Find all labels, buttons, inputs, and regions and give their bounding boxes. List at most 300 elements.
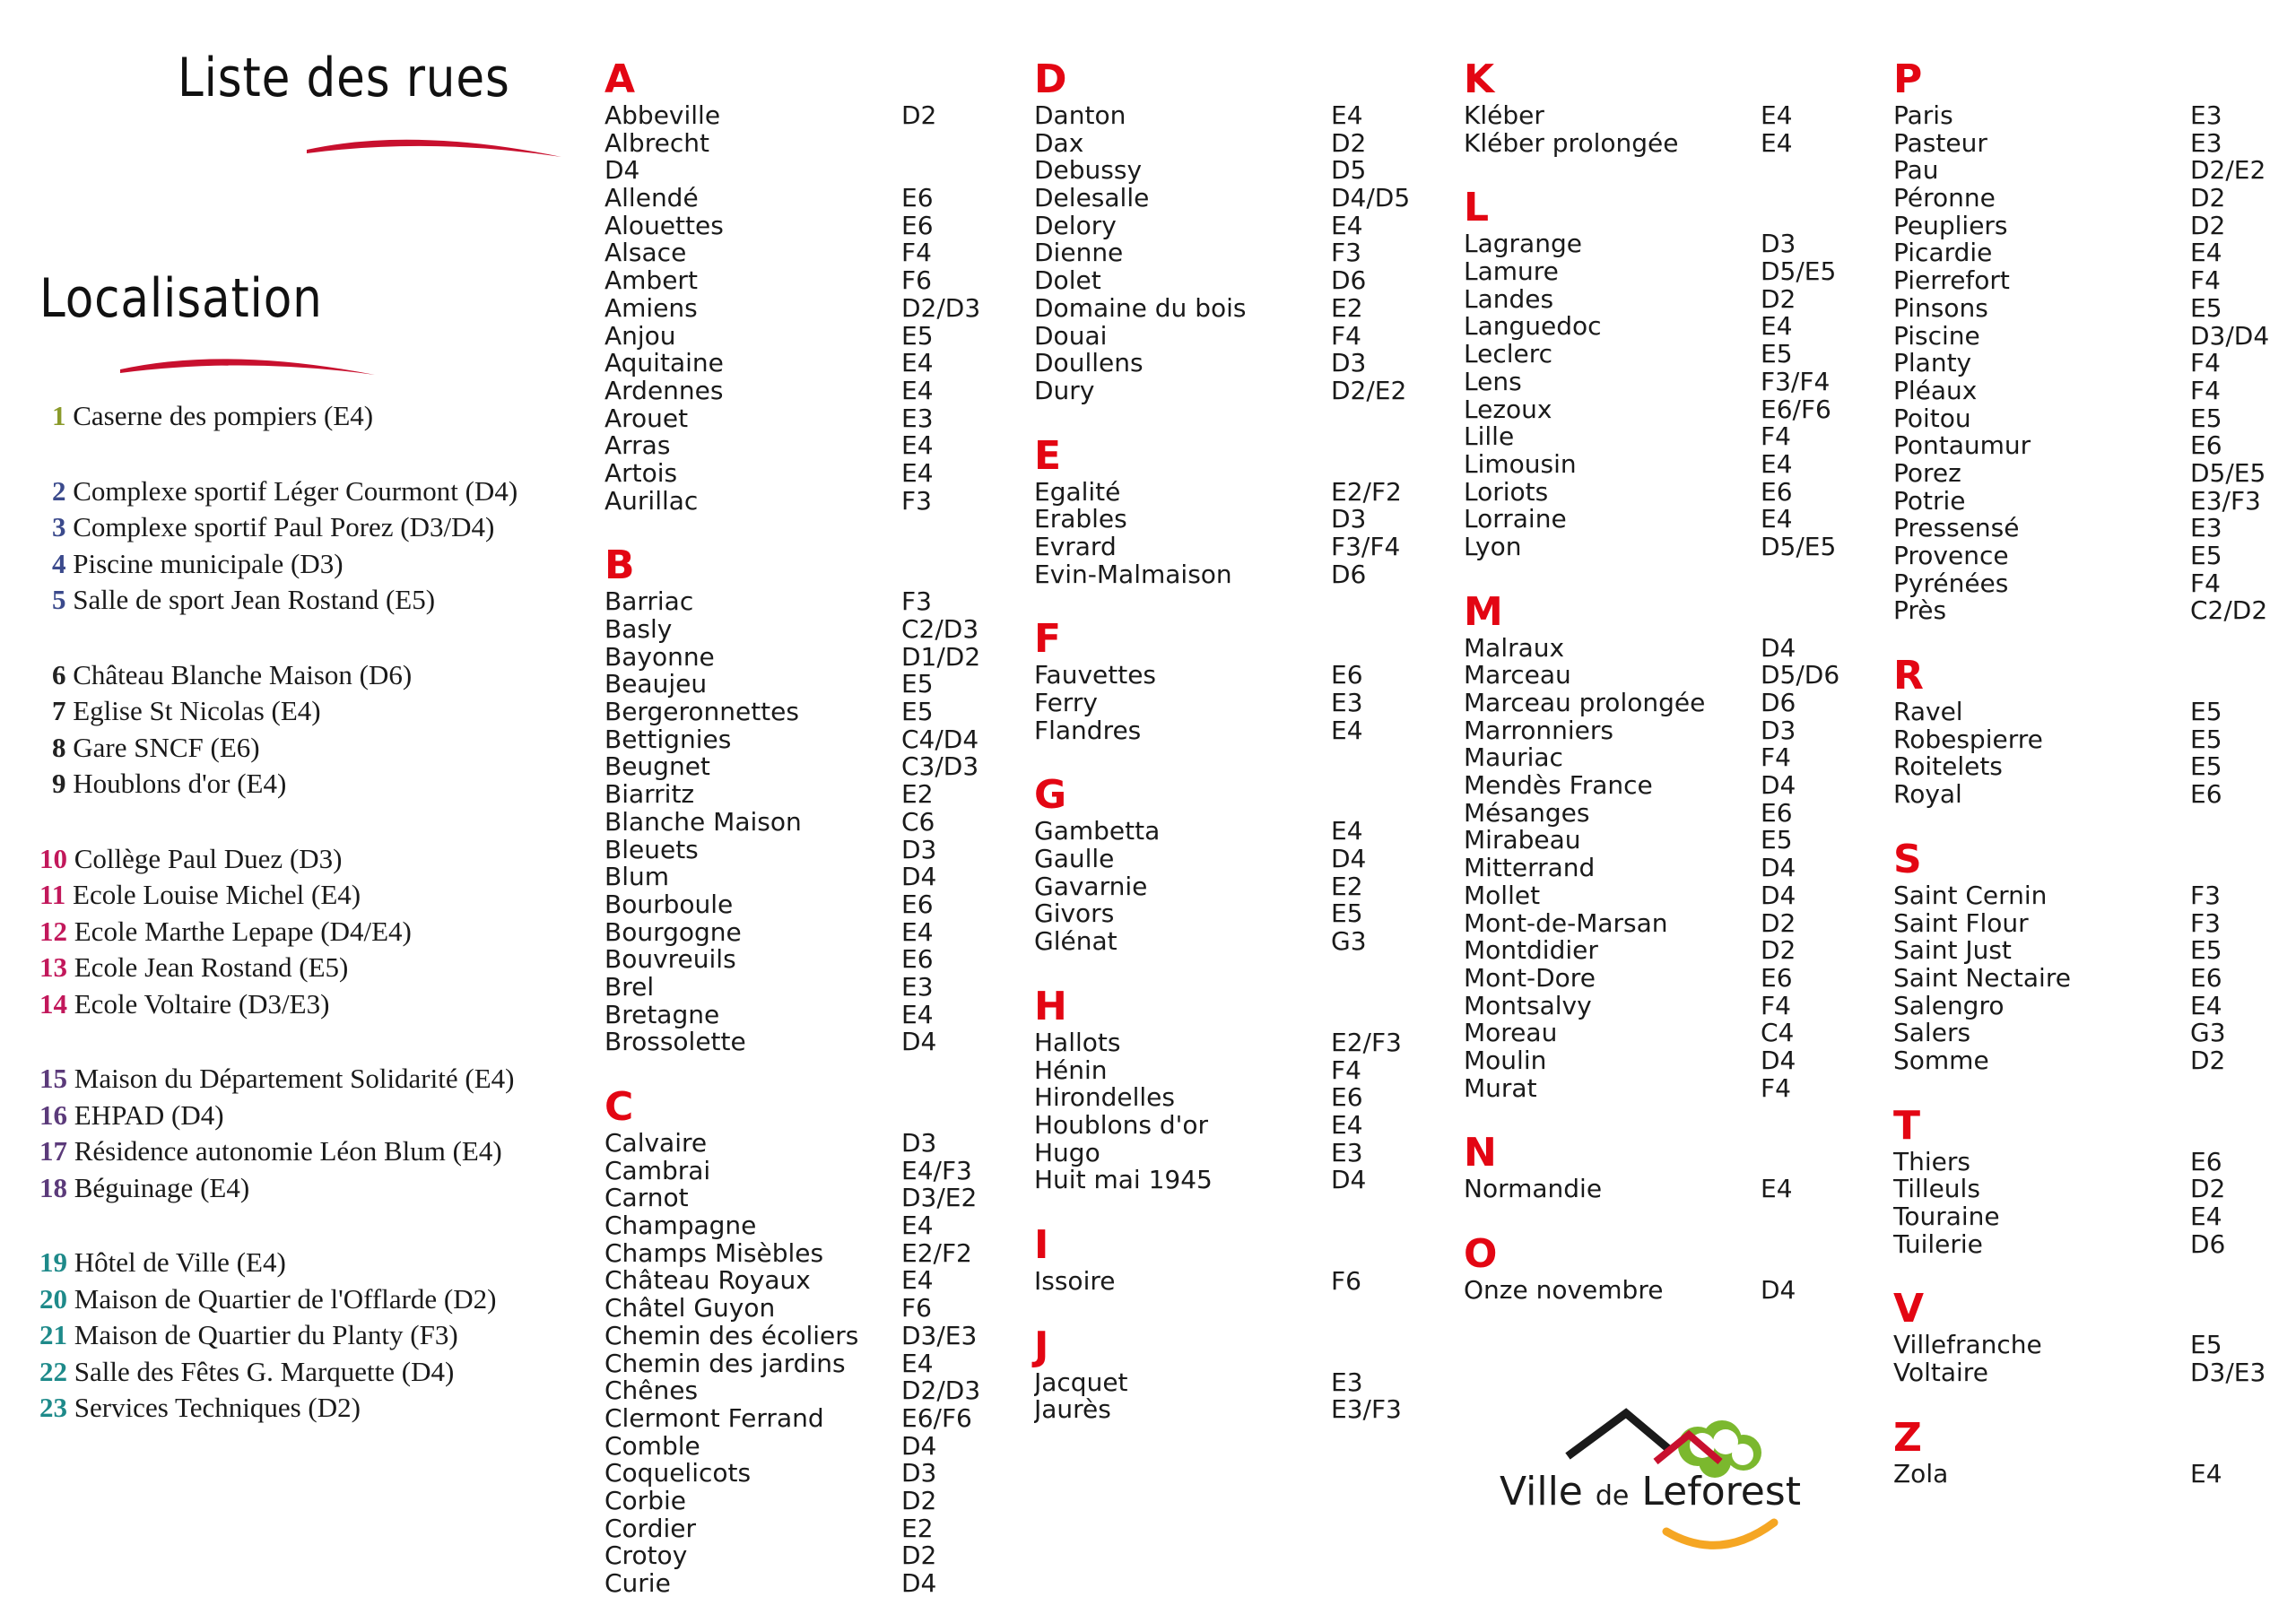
street-name: Dienne <box>1034 239 1124 268</box>
letter-section <box>1464 57 1885 157</box>
grid-reference: D3/E2 <box>901 1183 978 1213</box>
street-name: Mitterrand <box>1464 855 1596 882</box>
street-name: Bleuets <box>604 836 699 864</box>
street-row <box>604 432 1026 460</box>
street-row <box>1034 531 1456 561</box>
landmark-number: 3 <box>52 511 66 542</box>
street-name: Issoire <box>1034 1267 1116 1296</box>
grid-reference: E4 <box>901 1348 934 1378</box>
street-name: Bourgogne <box>604 918 742 947</box>
street-row <box>1464 1176 1885 1203</box>
street-name: Arouet <box>604 404 689 433</box>
street-name: Givors <box>1034 900 1115 929</box>
grid-reference: D3 <box>901 834 937 864</box>
street-name: Saint Nectaire <box>1893 964 2071 993</box>
grid-reference: E4 <box>1761 448 1793 479</box>
street-name: Corbie <box>604 1487 686 1515</box>
section-letter: E <box>1034 432 1062 479</box>
section-letter: H <box>1034 983 1067 1029</box>
street-row <box>1893 239 2296 267</box>
street-name: Pasteur <box>1893 129 1987 158</box>
landmark-item <box>52 582 435 618</box>
street-name: Debussy <box>1034 157 1143 186</box>
street-name: Chemin des jardins <box>604 1350 846 1378</box>
street-row <box>604 946 1026 974</box>
landmark-item <box>39 1061 514 1097</box>
grid-reference: E4 <box>901 348 934 378</box>
landmark-label: Complexe sportif Léger Courmont (D4) <box>73 474 518 507</box>
grid-reference: D2 <box>1761 283 1796 314</box>
street-name: Touraine <box>1893 1203 2000 1231</box>
street-name: Porez <box>1893 459 1961 488</box>
grid-reference: E6/F6 <box>901 1402 972 1433</box>
streets-title: Liste des rues <box>178 47 510 109</box>
street-name: Lorraine <box>1464 506 1567 534</box>
street-name: Moulin <box>1464 1046 1547 1075</box>
street-row <box>1893 102 2296 130</box>
grid-reference: D3 <box>901 1128 937 1158</box>
street-name: Bayonne <box>604 643 715 672</box>
grid-reference: E5 <box>2190 541 2222 570</box>
street-name: Chênes <box>604 1377 699 1405</box>
street-row <box>1034 185 1456 213</box>
grid-reference: E3/F3 <box>1331 1394 1402 1425</box>
landmark-item <box>39 950 348 985</box>
swoosh-decoration <box>118 350 378 386</box>
section-letter: C <box>604 1084 634 1130</box>
street-name: Près <box>1893 597 1947 626</box>
letter-section <box>1893 1104 2296 1259</box>
street-name: Dolet <box>1034 267 1101 295</box>
street-name: Cordier <box>604 1515 696 1543</box>
street-row <box>1034 506 1456 534</box>
letter-section <box>1893 57 2296 625</box>
street-row <box>1464 531 1885 561</box>
street-row <box>604 1460 1026 1488</box>
street-name: Anjou <box>604 322 676 351</box>
section-letter: D <box>1034 56 1067 102</box>
street-row <box>604 616 1026 644</box>
grid-reference: E4 <box>1331 715 1363 745</box>
street-name: Marronniers <box>1464 716 1613 745</box>
street-name: Pressensé <box>1893 515 2020 542</box>
grid-reference: E5 <box>1761 339 1793 369</box>
grid-reference: F3/F4 <box>1761 366 1831 396</box>
grid-reference: D4 <box>901 862 937 892</box>
grid-reference: D2 <box>1761 907 1796 938</box>
grid-reference: D2 <box>2190 210 2226 240</box>
street-name: Bettignies <box>604 725 732 754</box>
landmark-number: 5 <box>52 584 66 615</box>
street-name: Pau <box>1893 157 1939 186</box>
letter-section <box>604 1085 1026 1598</box>
street-name: Domaine du bois <box>1034 294 1247 323</box>
street-name: Potrie <box>1893 487 1966 516</box>
grid-reference: E2/F2 <box>901 1237 972 1268</box>
grid-reference: D6 <box>1761 688 1796 717</box>
landmark-item <box>39 841 342 877</box>
street-name: Dax <box>1034 129 1084 158</box>
grid-reference: D4 <box>1761 632 1796 663</box>
street-name: Lezoux <box>1464 395 1552 424</box>
street-name: Pinsons <box>1893 294 1988 323</box>
grid-reference: E3 <box>901 403 934 433</box>
landmark-label: Piscine municipale (D3) <box>73 547 344 579</box>
grid-reference: E3 <box>2190 513 2222 543</box>
grid-reference: E6 <box>1331 1082 1363 1113</box>
street-row <box>1034 267 1456 295</box>
grid-reference: D6 <box>1331 559 1367 589</box>
street-name: Dury <box>1034 377 1095 405</box>
section-letter: R <box>1893 653 1924 699</box>
letter-section <box>1464 1232 1885 1305</box>
section-letter: M <box>1464 588 1503 635</box>
grid-reference: C4/D4 <box>901 724 979 754</box>
street-row <box>1464 230 1885 258</box>
street-row <box>604 1402 1026 1433</box>
landmark-item <box>39 1170 249 1206</box>
landmark-label: Hôtel de Ville (E4) <box>74 1246 286 1278</box>
letter-section <box>1893 838 2296 1075</box>
letter-section <box>1464 1131 1885 1203</box>
street-row <box>1034 127 1456 158</box>
street-row <box>1893 962 2296 993</box>
landmark-label: Ecole Voltaire (D3/E3) <box>74 987 330 1020</box>
grid-reference: D2/E2 <box>2190 155 2266 186</box>
street-name: Jaurès <box>1034 1396 1111 1424</box>
street-row <box>604 1130 1026 1158</box>
grid-reference: F4 <box>1761 1072 1791 1103</box>
street-name: Hugo <box>1034 1139 1100 1167</box>
grid-reference: D5 <box>1331 155 1367 186</box>
street-name: Pléaux <box>1893 377 1978 405</box>
street-row <box>1034 846 1456 873</box>
street-row <box>1893 990 2296 1020</box>
landmark-item <box>39 1133 502 1169</box>
street-row <box>1464 632 1885 663</box>
grid-reference: D2 <box>2190 183 2226 213</box>
street-row <box>1034 561 1456 589</box>
street-name: Saint Just <box>1893 937 2012 965</box>
section-letter: I <box>1034 1221 1049 1268</box>
grid-reference: E4 <box>2190 990 2222 1020</box>
street-row <box>1034 320 1456 351</box>
street-row <box>1034 928 1456 956</box>
street-row <box>1464 744 1885 772</box>
street-name: Lille <box>1464 423 1515 451</box>
street-row <box>1464 423 1885 451</box>
street-name: Gambetta <box>1034 818 1161 846</box>
street-name: Marceau <box>1464 662 1571 690</box>
landmark-label: Complexe sportif Paul Porez (D3/D4) <box>73 511 495 542</box>
street-name: Loriots <box>1464 478 1549 507</box>
landmark-label: Salle de sport Jean Rostand (E5) <box>73 584 436 615</box>
street-row <box>1464 396 1885 424</box>
street-row <box>604 1377 1026 1405</box>
street-name: Barriac <box>604 588 694 616</box>
street-name: Poitou <box>1893 404 1971 433</box>
street-row <box>1893 320 2296 351</box>
street-name: Alsace <box>604 239 687 268</box>
grid-reference: D2 <box>901 1485 937 1515</box>
grid-reference: E6 <box>901 210 934 240</box>
grid-reference: D3 <box>1331 348 1367 378</box>
landmark-number: 6 <box>52 658 66 690</box>
grid-reference: D3/E3 <box>2190 1358 2266 1388</box>
street-row <box>1893 1203 2296 1231</box>
street-row <box>1464 882 1885 910</box>
street-row <box>604 405 1026 433</box>
grid-reference: F6 <box>901 265 932 296</box>
street-name: Bretagne <box>604 1001 720 1029</box>
street-row <box>1464 506 1885 534</box>
letter-section <box>1893 654 2296 809</box>
grid-reference: E2/F2 <box>1331 476 1402 507</box>
landmark-item <box>52 509 494 545</box>
landmark-label: Gare SNCF (E6) <box>73 731 260 763</box>
street-column-2 <box>1034 57 1456 1424</box>
street-name: Champs Misèbles <box>604 1239 824 1268</box>
letter-section <box>1893 1287 2296 1386</box>
street-name: Mont-Dore <box>1464 964 1596 993</box>
street-name: Erables <box>1034 506 1127 534</box>
street-row <box>1893 1020 2296 1047</box>
street-name: Tilleuls <box>1893 1176 1980 1203</box>
street-row <box>1893 267 2296 295</box>
section-letter: Z <box>1893 1414 1922 1461</box>
grid-reference: E6 <box>2190 430 2222 461</box>
landmark-number: 10 <box>39 842 67 874</box>
grid-reference: F4 <box>2190 348 2221 378</box>
street-row <box>1464 366 1885 396</box>
street-name: Landes <box>1464 285 1554 314</box>
street-name: Normandie <box>1464 1176 1603 1203</box>
grid-reference: D4 <box>901 1430 937 1461</box>
street-name: Provence <box>1893 542 2009 570</box>
grid-reference: F4 <box>2190 375 2221 405</box>
street-row <box>1893 432 2296 460</box>
street-row <box>1893 597 2296 625</box>
grid-reference: D5/E5 <box>2190 457 2266 488</box>
street-row <box>1034 690 1456 717</box>
grid-reference: C4 <box>1761 1018 1795 1048</box>
street-name: Chemin des écoliers <box>604 1322 859 1350</box>
landmark-label: Maison de Quartier du Planty (F3) <box>74 1319 458 1350</box>
grid-reference: D5/E5 <box>1761 256 1837 287</box>
street-row <box>1464 1047 1885 1075</box>
grid-reference: D2/D3 <box>901 292 981 323</box>
grid-reference: E3/F3 <box>2190 485 2261 516</box>
street-name: Péronne <box>1893 185 1996 213</box>
street-row <box>1893 375 2296 405</box>
street-row <box>1893 292 2296 323</box>
street-name: Blum <box>604 864 670 891</box>
street-row <box>604 320 1026 351</box>
grid-reference: E6/F6 <box>1761 394 1831 424</box>
landmark-number: 9 <box>52 768 66 799</box>
grid-reference: D3 <box>901 1458 937 1488</box>
street-row <box>1034 1137 1456 1167</box>
grid-reference: E5 <box>2190 403 2222 433</box>
street-row <box>604 999 1026 1029</box>
street-name: Moreau <box>1464 1020 1558 1047</box>
street-row <box>604 641 1026 672</box>
grid-reference: E5 <box>1331 898 1363 929</box>
grid-reference: D4 <box>1761 880 1796 910</box>
street-name: Picardie <box>1893 239 1993 268</box>
street-name: Mirabeau <box>1464 827 1581 855</box>
street-row <box>604 1212 1026 1240</box>
grid-reference: D5/E5 <box>1761 531 1837 561</box>
street-name: Hirondelles <box>1034 1084 1175 1112</box>
street-row <box>1464 855 1885 882</box>
street-row <box>604 726 1026 754</box>
landmark-number: 15 <box>39 1063 67 1094</box>
street-name: Houblons d'or <box>1034 1111 1208 1140</box>
landmark-label: Ecole Louise Michel (E4) <box>73 879 361 910</box>
landmark-number: 8 <box>52 731 66 763</box>
swoosh-decoration <box>305 130 565 166</box>
landmark-label: EHPAD (D4) <box>74 1098 224 1131</box>
grid-reference: F4 <box>901 238 932 268</box>
street-row <box>604 1028 1026 1056</box>
street-name: Villefranche <box>1893 1332 2042 1360</box>
street-name: Murat <box>1464 1074 1537 1103</box>
street-name: Tuilerie <box>1893 1230 1983 1259</box>
grid-reference: D5/D6 <box>1761 660 1840 690</box>
grid-reference: E4 <box>901 375 934 405</box>
street-name: Planty <box>1893 350 1972 378</box>
grid-reference: D4 <box>901 1027 937 1057</box>
landmark-number: 21 <box>39 1319 67 1350</box>
grid-reference: E5 <box>1761 825 1793 855</box>
grid-reference: E6 <box>2190 1146 2222 1176</box>
street-name: Delory <box>1034 212 1117 240</box>
grid-reference: E5 <box>2190 935 2222 966</box>
street-name: Mendès France <box>1464 772 1653 800</box>
street-row <box>1893 157 2296 185</box>
street-row <box>604 210 1026 240</box>
street-row <box>1893 515 2296 542</box>
section-letter: J <box>1034 1323 1049 1369</box>
street-name: Alouettes <box>604 212 724 240</box>
landmark-item <box>39 1354 454 1390</box>
street-name: Jacquet <box>1034 1368 1128 1397</box>
street-row <box>1034 102 1456 130</box>
landmark-item <box>52 546 344 582</box>
street-row <box>604 1570 1026 1598</box>
section-letter: O <box>1464 1231 1498 1277</box>
grid-reference: D1/D2 <box>901 641 981 672</box>
street-name: Hallots <box>1034 1028 1121 1057</box>
landmark-number: 11 <box>39 879 66 910</box>
street-name: Evrard <box>1034 533 1117 561</box>
street-row <box>604 1267 1026 1295</box>
street-name: Coquelicots <box>604 1460 752 1488</box>
landmark-item <box>39 986 329 1022</box>
street-row <box>1464 827 1885 855</box>
grid-reference: D4/D5 <box>1331 183 1411 213</box>
landmark-item <box>52 693 321 729</box>
street-row <box>1893 542 2296 570</box>
street-name: Danton <box>1034 102 1126 130</box>
street-row <box>1464 907 1885 938</box>
street-row <box>1893 699 2296 726</box>
logo-wordmark <box>1500 1469 1801 1515</box>
grid-reference: E4 <box>901 457 934 488</box>
grid-reference: E3 <box>1331 1137 1363 1167</box>
grid-reference: D4 <box>1331 1165 1367 1195</box>
street-row <box>1893 1228 2296 1259</box>
street-row <box>604 1515 1026 1543</box>
landmark-item <box>52 657 412 693</box>
section-letter: K <box>1464 56 1495 102</box>
letter-section <box>1034 1223 1456 1296</box>
street-name: Kléber prolongée <box>1464 129 1679 158</box>
street-row <box>604 130 1026 158</box>
street-row <box>1893 907 2296 938</box>
location-title: Localisation <box>39 267 323 330</box>
grid-reference: E5 <box>2190 751 2222 782</box>
street-row <box>604 292 1026 323</box>
section-letter: B <box>604 542 635 589</box>
letter-section <box>1034 1324 1456 1424</box>
grid-reference: E4 <box>1331 210 1363 240</box>
street-name: Delesalle <box>1034 185 1150 213</box>
street-name: Paris <box>1893 102 1953 130</box>
street-row <box>604 916 1026 947</box>
street-name: Doullens <box>1034 350 1144 378</box>
street-row <box>1464 772 1885 800</box>
street-row <box>1464 1020 1885 1047</box>
street-row <box>1464 476 1885 507</box>
landmark-number: 7 <box>52 695 66 726</box>
street-name: Beugnet <box>604 753 710 782</box>
street-name: Salengro <box>1893 992 2005 1020</box>
grid-reference: F3/F4 <box>1331 531 1401 561</box>
street-name: Pontaumur <box>1893 432 2031 460</box>
grid-reference: D4 <box>1761 1045 1796 1075</box>
grid-reference: E4/F3 <box>901 1155 972 1185</box>
grid-reference: D2 <box>1331 127 1367 158</box>
street-name: Châtel Guyon <box>604 1295 776 1323</box>
landmark-label: Collège Paul Duez (D3) <box>74 842 343 874</box>
street-row <box>1464 313 1885 341</box>
landmark-number: 1 <box>52 400 66 431</box>
landmark-item <box>39 1390 361 1426</box>
street-row <box>1893 1359 2296 1387</box>
street-name: Abbeville <box>604 102 721 130</box>
section-letter: P <box>1893 56 1923 102</box>
street-column-3 <box>1464 57 1885 1305</box>
grid-reference: E4 <box>901 1211 934 1241</box>
grid-reference: E3 <box>2190 100 2222 130</box>
street-name: Voltaire <box>1893 1359 1988 1387</box>
street-name: Curie <box>604 1570 671 1598</box>
street-row <box>604 699 1026 726</box>
logo-word-ville: Ville <box>1500 1469 1583 1515</box>
landmark-label: Caserne des pompiers (E4) <box>73 400 374 431</box>
street-row <box>604 864 1026 891</box>
street-row <box>1034 350 1456 378</box>
letter-section <box>1893 1416 2296 1488</box>
grid-reference: E2 <box>1331 871 1363 901</box>
section-letter: F <box>1034 616 1062 663</box>
grid-reference: E4 <box>901 916 934 947</box>
grid-reference: E2 <box>1331 292 1363 323</box>
street-column-4 <box>1893 57 2296 1488</box>
street-name: Biarritz <box>604 781 695 809</box>
